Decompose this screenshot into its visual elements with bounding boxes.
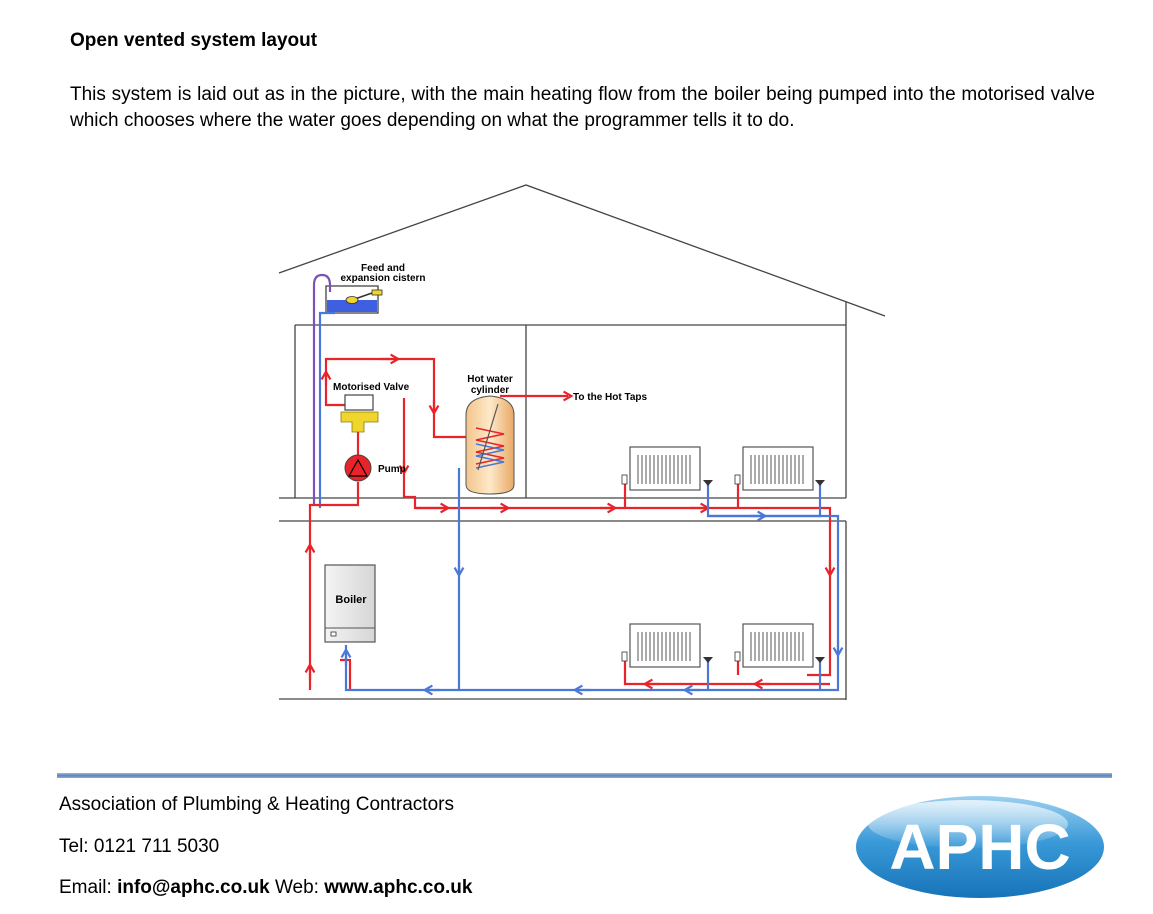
web-label: Web:	[274, 877, 319, 898]
cylinder-label-1: Hot water	[467, 374, 513, 385]
boiler-label: Boiler	[335, 594, 367, 606]
expansion-cistern	[326, 286, 382, 313]
motorised-valve	[341, 395, 378, 432]
cistern-label-2: expansion cistern	[340, 273, 426, 284]
cylinder-label-2: cylinder	[470, 385, 510, 396]
email-label: Email:	[59, 877, 112, 898]
radiator-lower-left	[622, 624, 713, 667]
cold-feed-pipe	[320, 313, 335, 508]
hot-taps-label: To the Hot Taps	[573, 392, 648, 403]
web-link[interactable]: www.aphc.co.uk	[324, 877, 473, 898]
radiator-upper-right	[735, 447, 825, 490]
radiator-lower-right	[735, 624, 825, 667]
section-heading: Open vented system layout	[70, 30, 318, 51]
pump-label: Pump	[378, 464, 406, 475]
footer-contact	[59, 877, 472, 899]
footer-divider	[57, 773, 1112, 778]
radiator-upper-left	[622, 447, 713, 490]
hot-water-cylinder	[466, 396, 514, 494]
footer-org: Association of Plumbing & Heating Contractors	[59, 794, 454, 815]
logo-text: APHC	[889, 811, 1071, 883]
email-link[interactable]: info@aphc.co.uk	[117, 877, 270, 898]
motorised-valve-label: Motorised Valve	[333, 382, 410, 393]
aphc-logo	[850, 790, 1110, 905]
footer-tel: Tel: 0121 711 5030	[59, 836, 220, 857]
cistern-label-1: Feed and	[361, 263, 405, 274]
body-paragraph: This system is laid out as in the picture, with the main heating flow from the boiler being pumped into the motorised valve which chooses where the water goes depending on what the programmer tells it to do.	[70, 84, 1095, 131]
pump	[345, 455, 371, 481]
